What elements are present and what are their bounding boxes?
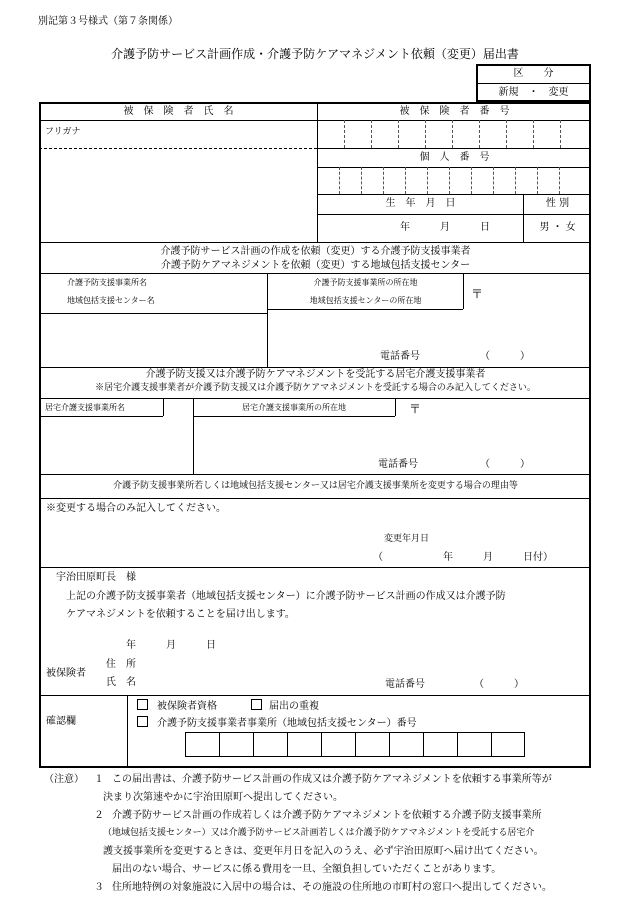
care-office-name-field[interactable] [42,420,190,470]
note2-line3: 護支援事業所を変更するときは、変更年月日を記入のうえ、必ず宇治田原町へ届け出てください。 [103,846,544,857]
insured-number-header: 被 保 険 者 番 号 [399,106,510,117]
note1-number: １ [94,774,104,785]
support-office-name-label1: 介護予防支援事業所名 [67,278,147,287]
page-title: 介護予防サービス計画作成・介護予防ケアマネジメント依頼（変更）届出書 [111,47,519,61]
section1-header-line2: 介護予防ケアマネジメントを依頼（変更）する地域包括支援センター [160,260,471,271]
check-insured-qualification-label: 被保険者資格 [157,701,217,712]
sex-header: 性 別 [545,198,570,209]
declaration-line2: ケアマネジメントを依頼することを届け出します。 [66,609,295,620]
checkbox-icon[interactable] [137,716,148,727]
section3-note: ※変更する場合のみ記入してください。 [46,503,226,514]
note1-line2: 決まり次第速やかに宇治田原町へ提出してください。 [103,792,343,803]
care-office-phone-label: 電話番号 [378,459,418,470]
check-insured-qualification[interactable] [137,699,217,712]
section2-header-line2: ※居宅介護支援事業者が介護予防支援又は介護予防ケアマネジメントを受託する場合のみ記入してください。 [95,383,536,393]
applicant-name-label: 氏 名 [106,677,136,688]
care-office-name-label: 居宅介護支援事業所名 [45,403,125,412]
note2-line4: 届出のない場合、サービスに係る費用を一旦、全額負担していただくことがあります。 [112,864,502,875]
section3-header: 介護予防支援事業所若しくは地域包括支援センター又は居宅介護支援事業所を変更する場合の理由等 [113,481,518,491]
furigana-label: フリガナ [45,127,81,137]
insured-label: 被保険者 [46,668,86,679]
category-value[interactable]: 新規 ・ 変更 [498,87,569,98]
notes-prefix: （注意） [44,774,84,785]
change-date-label: 変更年月日 [384,534,430,544]
applicant-address-field[interactable] [150,657,580,673]
form-number: 別記第３号様式（第７条関係） [38,16,178,27]
checkbox-icon[interactable] [137,699,148,710]
note3-number: ３ [94,882,104,893]
insured-name-header: 被 保 険 者 氏 名 [123,106,234,117]
support-office-address-field[interactable] [270,312,588,344]
postal-mark-icon: 〒 [471,287,484,301]
applicant-phone-field[interactable]: （ ） [474,679,524,690]
personal-number-header: 個 人 番 号 [419,152,490,163]
note1-line1: この届出書は、介護予防サービス計画の作成又は介護予防ケアマネジメントを依頼する事業所等が [112,774,552,785]
check-duplicate-label: 届出の重複 [269,701,319,712]
declaration-date-field[interactable]: 年 月 日 [126,640,216,651]
category-label: 区 分 [513,68,554,79]
addressee: 宇治田原町長 様 [56,572,136,583]
dob-value[interactable]: 年 月 日 [400,222,490,233]
support-office-name-label2: 地域包括支援センター名 [67,296,155,305]
care-office-address-field[interactable] [196,420,588,452]
applicant-phone-label: 電話番号 [385,679,425,690]
applicant-name-field[interactable] [150,676,370,692]
declaration-line1: 上記の介護予防支援事業者（地域包括支援センター）に介護予防サービス計画の作成又は介護予防 [66,591,506,602]
care-office-phone-field[interactable]: （ ） [480,459,530,470]
note2-number: ２ [94,810,104,821]
section2-header-line1: 介護予防支援又は介護予防ケアマネジメントを受託する居宅介護支援事業者 [145,369,486,380]
support-office-phone-label: 電話番号 [380,351,420,362]
checkbox-icon[interactable] [251,699,262,710]
confirmation-label: 確認欄 [46,716,76,727]
insured-number-field[interactable] [318,121,590,148]
check-office-number[interactable] [137,716,417,729]
applicant-address-label: 住 所 [106,659,136,670]
insured-name-field[interactable] [60,152,310,236]
sex-value[interactable]: 男 ・ 女 [539,222,576,233]
note2-line1: 介護予防サービス計画の作成若しくは介護予防ケアマネジメントを依頼する介護予防支援事業所 [112,810,542,821]
support-office-address-label2: 地域包括支援センターの所在地 [309,296,422,305]
care-office-address-label: 居宅介護支援事業所の所在地 [242,403,346,412]
personal-number-field[interactable] [318,168,590,194]
note3-line1: 住所地特例の対象施設に入居中の場合は、その施設の住所地の市町村の窓口へ提出してください。 [112,882,552,893]
note2-line2: （地域包括支援センター）又は介護予防サービス計画若しくは介護予防ケアマネジメントを受託する居宅介 [103,828,535,838]
change-reason-field[interactable] [46,518,586,532]
check-office-number-label: 介護予防支援事業者事業所（地域包括支援センター）番号 [157,718,417,729]
section1-header-line1: 介護予防サービス計画の作成を依頼（変更）する介護予防支援事業者 [160,246,471,257]
support-office-phone-field[interactable]: （ ） [480,351,530,362]
check-duplicate[interactable] [251,699,319,712]
change-date-field[interactable]: （ 年 月 日付） [373,552,553,563]
care-postal-mark-icon: 〒 [409,402,422,416]
support-office-address-label1: 介護予防支援事業所の所在地 [313,278,418,287]
dob-header: 生 年 月 日 [385,198,456,209]
support-office-name-field[interactable] [42,316,264,364]
